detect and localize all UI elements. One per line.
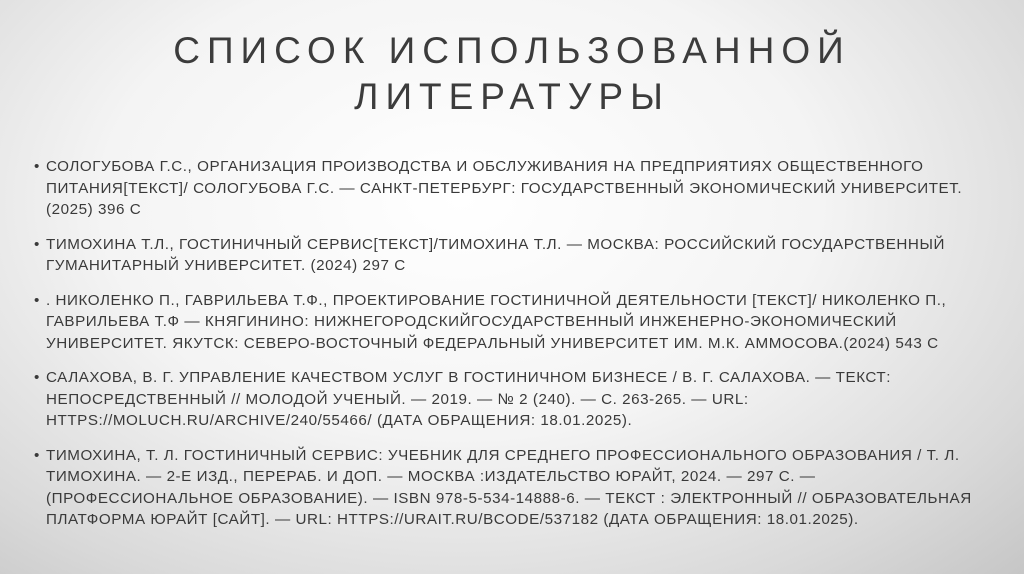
reference-text: САЛАХОВА, В. Г. УПРАВЛЕНИЕ КАЧЕСТВОМ УСЛУГ В ГОСТИНИЧНОМ БИЗНЕСЕ / В. Г. САЛАХОВА. — ТЕКСТ: НЕПОСРЕДСТВЕННЫЙ // МОЛОДОЙ УЧЕНЫЙ. — 2019. — № 2 (240). — С. 263-265. — URL: HTTPS://MOLUCH.RU/ARCHIVE/240/55466/ (ДАТА ОБРАЩЕНИЯ: 18.01.2025). — [46, 369, 892, 429]
reference-item — [34, 367, 999, 432]
bullet-icon: • — [34, 291, 40, 309]
bullet-icon: • — [34, 158, 40, 175]
reference-item — [34, 290, 999, 355]
reference-item — [34, 445, 999, 531]
reference-text: ТИМОХИНА, Т. Л. ГОСТИНИЧНЫЙ СЕРВИС: УЧЕБНИК ДЛЯ СРЕДНЕГО ПРОФЕССИОНАЛЬНОГО ОБРАЗОВАНИЯ / Т. Л. ТИМОХИНА. — 2-Е ИЗД., ПЕРЕРАБ. И ДОП. — МОСКВА :ИЗДАТЕЛЬСТВО ЮРАЙТ, 2024. — 297 С. — (ПРОФЕССИОНАЛЬНОЕ ОБРАЗОВАНИЕ). — ISBN 978-5-534-14888-6. — ТЕКСТ : ЭЛЕКТРОННЫЙ // ОБРАЗОВАТЕЛЬНАЯ ПЛАТФОРМА ЮРАЙТ [САЙТ]. — URL: HTTPS://URAIT.RU/BCODE/537182 (ДАТА ОБРАЩЕНИЯ: 18.01.2025). — [46, 446, 972, 528]
slide-title — [0, 28, 1024, 120]
bullet-icon: • — [34, 446, 40, 464]
bullet-icon: • — [34, 235, 40, 253]
reference-list — [34, 156, 999, 544]
reference-item — [34, 156, 999, 221]
reference-text: ТИМОХИНА Т.Л., ГОСТИНИЧНЫЙ СЕРВИС[ТЕКСТ]/ТИМОХИНА Т.Л. — МОСКВА: РОССИЙСКИЙ ГОСУДАРСТВЕННЫЙ ГУМАНИТАРНЫЙ УНИВЕРСИТЕТ. (2024) 297 С — [46, 235, 945, 274]
reference-text: СОЛОГУБОВА Г.С., ОРГАНИЗАЦИЯ ПРОИЗВОДСТВА И ОБСЛУЖИВАНИЯ НА ПРЕДПРИЯТИЯХ ОБЩЕСТВЕННОГО ПИТАНИЯ[ТЕКСТ]/ СОЛОГУБОВА Г.С. — САНКТ-ПЕТЕРБУРГ: ГОСУДАРСТВЕННЫЙ ЭКОНОМИЧЕСКИЙ УНИВЕРСИТЕТ. (2025) 396 С — [46, 158, 963, 218]
title-line-1: СПИСОК ИСПОЛЬЗОВАННОЙ — [173, 30, 851, 71]
title-line-2: ЛИТЕРАТУРЫ — [354, 76, 670, 117]
reference-item — [34, 234, 999, 277]
reference-text: . НИКОЛЕНКО П., ГАВРИЛЬЕВА Т.Ф., ПРОЕКТИРОВАНИЕ ГОСТИНИЧНОЙ ДЕЯТЕЛЬНОСТИ [ТЕКСТ]/ НИКОЛЕНКО П., ГАВРИЛЬЕВА Т.Ф — КНЯГИНИНО: НИЖНЕГОРОДСКИЙГОСУДАРСТВЕННЫЙ ИНЖЕНЕРНО-ЭКОНОМИЧЕСКИЙ УНИВЕРСИТЕТ. ЯКУТСК: СЕВЕРО-ВОСТОЧНЫЙ ФЕДЕРАЛЬНЫЙ УНИВЕРСИТЕТ ИМ. М.К. АММОСОВА.(2024) 543 С — [46, 291, 947, 352]
bullet-icon: • — [34, 369, 40, 386]
